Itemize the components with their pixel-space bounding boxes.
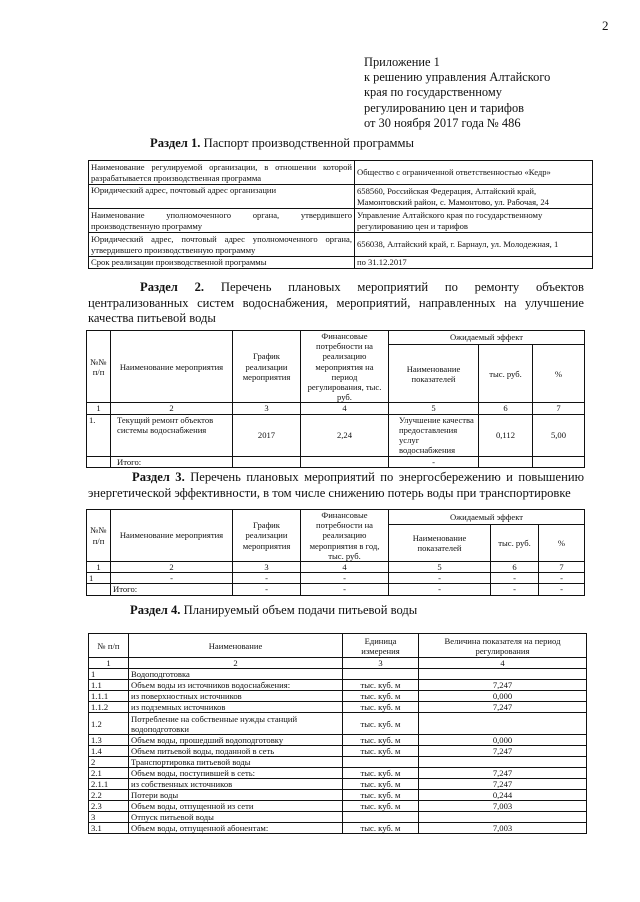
row-name: из подземных источников	[129, 702, 343, 713]
header-effect: Ожидаемый эффект	[389, 331, 585, 345]
passport-value-cell: по 31.12.2017	[355, 257, 593, 269]
table-row	[89, 680, 587, 691]
row-name: Потери воды	[129, 790, 343, 801]
row-unit: тыс. куб. м	[343, 713, 419, 735]
row-value: 7,247	[419, 779, 587, 790]
passport-value-cell: 658560, Российская Федерация, Алтайский край, Мамонтовский район, с. Мамонтово, ул. Рабочая, 24	[355, 185, 593, 209]
table-row	[89, 209, 593, 233]
header-thousand: тыс. руб.	[491, 524, 539, 562]
row-name: Объем питьевой воды, поданной в сеть	[129, 746, 343, 757]
row-value: 0,000	[419, 691, 587, 702]
table-row	[89, 702, 587, 713]
row-unit	[343, 757, 419, 768]
table-row	[89, 185, 593, 209]
colnum-cell: 4	[301, 562, 389, 573]
appendix-line: регулированию цен и тарифов	[364, 100, 524, 115]
appendix-line: края по государственному	[364, 85, 502, 100]
table-row	[89, 233, 593, 257]
colnum-cell: 1	[89, 658, 129, 669]
row-unit: тыс. куб. м	[343, 746, 419, 757]
header-value: Величина показателя на период регулирования	[419, 634, 587, 658]
colnum-cell: 3	[233, 562, 301, 573]
row-num: 2	[89, 757, 129, 768]
table-header-row	[89, 634, 587, 658]
table-header-row	[87, 331, 585, 345]
row-value	[419, 713, 587, 735]
row-unit: тыс. куб. м	[343, 801, 419, 812]
passport-name-cell: Наименование регулируемой организации, в отношении которой разрабатывается производственная программа	[89, 161, 355, 185]
section1-label: Раздел 1.	[150, 136, 201, 150]
section4-title: Планируемый объем подачи питьевой воды	[183, 603, 418, 617]
row-unit: тыс. куб. м	[343, 691, 419, 702]
section3-table	[86, 509, 585, 596]
row-value: 0,244	[419, 790, 587, 801]
row-cell: -	[111, 573, 233, 584]
header-num: № п/п	[89, 634, 129, 658]
passport-name-cell: Юридический адрес, почтовый адрес уполномоченного органа, утвердившего производственную программу	[89, 233, 355, 257]
colnum-cell: 7	[533, 403, 585, 414]
header-percent: %	[539, 524, 585, 562]
section2-heading	[88, 280, 584, 327]
table-row	[89, 823, 587, 834]
header-name: Наименование мероприятия	[111, 510, 233, 562]
header-effect: Ожидаемый эффект	[389, 510, 585, 525]
section4-label: Раздел 4.	[130, 603, 181, 617]
passport-name-cell: Срок реализации производственной программы	[89, 257, 355, 269]
header-name: Наименование мероприятия	[111, 331, 233, 403]
table-header-row	[87, 510, 585, 525]
row-cell: -	[389, 573, 491, 584]
table-row	[89, 746, 587, 757]
row-name: Объем воды, поступившей в сеть:	[129, 768, 343, 779]
section3-heading	[88, 470, 584, 501]
colnum-cell: 1	[87, 562, 111, 573]
header-indicator: Наименование показателей	[389, 345, 479, 403]
row-num: 1.	[87, 414, 111, 456]
row-name: Текущий ремонт объектов системы водоснабжения	[111, 414, 233, 456]
colnum-cell: 2	[129, 658, 343, 669]
table-row	[89, 812, 587, 823]
row-value	[419, 669, 587, 680]
table-row	[89, 735, 587, 746]
total-empty	[479, 456, 533, 467]
section1-table	[88, 160, 593, 269]
header-finance: Финансовые потребности на реализацию мероприятия на период регулирования, тыс. руб.	[301, 331, 389, 403]
appendix-line: от 30 ноября 2017 года № 486	[364, 115, 521, 130]
table-row	[89, 669, 587, 680]
table-row	[89, 257, 593, 269]
row-num: 2.1	[89, 768, 129, 779]
section3-title: Перечень плановых мероприятий по энергосбережению и повышению энергетической эффективности, в том числе снижению потерь воды при транспортировке	[88, 470, 584, 500]
row-cell: -	[539, 573, 585, 584]
row-percent: 5,00	[533, 414, 585, 456]
row-cell: -	[491, 573, 539, 584]
column-number-row	[87, 562, 585, 573]
row-thousand: 0,112	[479, 414, 533, 456]
row-name: из поверхностных источников	[129, 691, 343, 702]
total-cell: -	[491, 584, 539, 595]
row-cell: -	[233, 573, 301, 584]
section1-heading	[150, 136, 550, 152]
table-row	[89, 691, 587, 702]
passport-value-cell: 656038, Алтайский край, г. Барнаул, ул. Молодежная, 1	[355, 233, 593, 257]
section2-title: Перечень плановых мероприятий по ремонту объектов централизованных систем водоснабжения, мероприятий, направленных на улучшение качества питьевой воды	[88, 280, 584, 325]
total-label: Итого:	[111, 456, 233, 467]
appendix-header	[364, 55, 550, 131]
row-value: 7,247	[419, 746, 587, 757]
total-empty	[301, 456, 389, 467]
row-value: 7,247	[419, 702, 587, 713]
row-schedule: 2017	[233, 414, 301, 456]
total-empty	[533, 456, 585, 467]
row-finance: 2,24	[301, 414, 389, 456]
total-label: Итого:	[111, 584, 233, 595]
row-unit: тыс. куб. м	[343, 680, 419, 691]
row-unit: тыс. куб. м	[343, 735, 419, 746]
row-num: 1.1	[89, 680, 129, 691]
colnum-cell: 5	[389, 562, 491, 573]
row-value	[419, 757, 587, 768]
row-num: 3.1	[89, 823, 129, 834]
row-unit: тыс. куб. м	[343, 768, 419, 779]
total-cell: -	[539, 584, 585, 595]
total-row	[87, 584, 585, 595]
row-num: 1.1.2	[89, 702, 129, 713]
colnum-cell: 4	[419, 658, 587, 669]
table-row	[89, 790, 587, 801]
row-unit	[343, 812, 419, 823]
page-number: 2	[602, 18, 609, 33]
colnum-cell: 7	[539, 562, 585, 573]
total-cell: -	[233, 584, 301, 595]
row-name: Объем воды, прошедший водоподготовку	[129, 735, 343, 746]
column-number-row	[89, 658, 587, 669]
row-num: 2.2	[89, 790, 129, 801]
header-num: №№ п/п	[87, 331, 111, 403]
row-name: Потребление на собственные нужды станций водоподготовки	[129, 713, 343, 735]
row-value: 0,000	[419, 735, 587, 746]
row-num: 3	[89, 812, 129, 823]
section4-table	[88, 633, 587, 834]
row-name: Объем воды, отпущенной абонентам:	[129, 823, 343, 834]
row-num: 1.4	[89, 746, 129, 757]
colnum-cell: 3	[233, 403, 301, 414]
row-name: Объем воды из источников водоснабжения:	[129, 680, 343, 691]
total-cell: -	[389, 584, 491, 595]
row-name: Отпуск питьевой воды	[129, 812, 343, 823]
header-thousand: тыс. руб.	[479, 345, 533, 403]
section2-label: Раздел 2.	[140, 280, 205, 294]
row-value: 7,247	[419, 768, 587, 779]
header-name: Наименование	[129, 634, 343, 658]
row-unit: тыс. куб. м	[343, 823, 419, 834]
row-num: 2.1.1	[89, 779, 129, 790]
row-num: 1.2	[89, 713, 129, 735]
colnum-cell: 2	[111, 562, 233, 573]
total-empty	[233, 456, 301, 467]
row-unit	[343, 669, 419, 680]
header-finance: Финансовые потребности на реализацию мероприятия в год, тыс. руб.	[301, 510, 389, 562]
colnum-cell: 2	[111, 403, 233, 414]
table-row	[89, 161, 593, 185]
colnum-cell: 5	[389, 403, 479, 414]
row-cell: -	[301, 573, 389, 584]
header-schedule: График реализации мероприятия	[233, 510, 301, 562]
table-row	[89, 768, 587, 779]
table-row	[89, 757, 587, 768]
section1-title: Паспорт производственной программы	[203, 136, 414, 150]
table-row	[87, 414, 585, 456]
row-name: Транспортировка питьевой воды	[129, 757, 343, 768]
total-empty	[87, 456, 111, 467]
row-num: 1.1.1	[89, 691, 129, 702]
table-row	[89, 779, 587, 790]
row-num: 1	[89, 669, 129, 680]
passport-value-cell: Общество с ограниченной ответственностью «Кедр»	[355, 161, 593, 185]
appendix-line: к решению управления Алтайского	[364, 70, 551, 85]
passport-value-cell: Управление Алтайского края по государственному регулированию цен и тарифов	[355, 209, 593, 233]
row-name: из собственных источников	[129, 779, 343, 790]
passport-name-cell: Наименование уполномоченного органа, утвердившего производственную программу	[89, 209, 355, 233]
row-num: 1.3	[89, 735, 129, 746]
row-value: 7,003	[419, 823, 587, 834]
colnum-cell: 1	[87, 403, 111, 414]
colnum-cell: 6	[479, 403, 533, 414]
table-row	[89, 801, 587, 812]
colnum-cell: 3	[343, 658, 419, 669]
colnum-cell: 4	[301, 403, 389, 414]
total-cell	[87, 584, 111, 595]
header-percent: %	[533, 345, 585, 403]
header-indicator: Наименование показателей	[389, 524, 491, 562]
colnum-cell: 6	[491, 562, 539, 573]
section2-table	[86, 330, 585, 468]
row-name: Водоподготовка	[129, 669, 343, 680]
header-unit: Единица измерения	[343, 634, 419, 658]
row-num: 2.3	[89, 801, 129, 812]
row-cell: 1	[87, 573, 111, 584]
row-value: 7,247	[419, 680, 587, 691]
header-schedule: График реализации мероприятия	[233, 331, 301, 403]
row-unit: тыс. куб. м	[343, 779, 419, 790]
column-number-row	[87, 403, 585, 414]
section4-heading	[130, 603, 550, 619]
appendix-line: Приложение 1	[364, 55, 440, 69]
row-unit: тыс. куб. м	[343, 790, 419, 801]
row-indicator: Улучшение качества предоставления услуг водоснабжения	[389, 414, 479, 456]
table-row	[87, 573, 585, 584]
table-row	[89, 713, 587, 735]
row-unit: тыс. куб. м	[343, 702, 419, 713]
header-num: №№ п/п	[87, 510, 111, 562]
row-value: 7,003	[419, 801, 587, 812]
section3-label: Раздел 3.	[132, 470, 185, 484]
passport-name-cell: Юридический адрес, почтовый адрес организации	[89, 185, 355, 209]
total-cell: -	[301, 584, 389, 595]
total-dash: -	[389, 456, 479, 467]
row-name: Объем воды, отпущенной из сети	[129, 801, 343, 812]
total-row	[87, 456, 585, 467]
row-value	[419, 812, 587, 823]
